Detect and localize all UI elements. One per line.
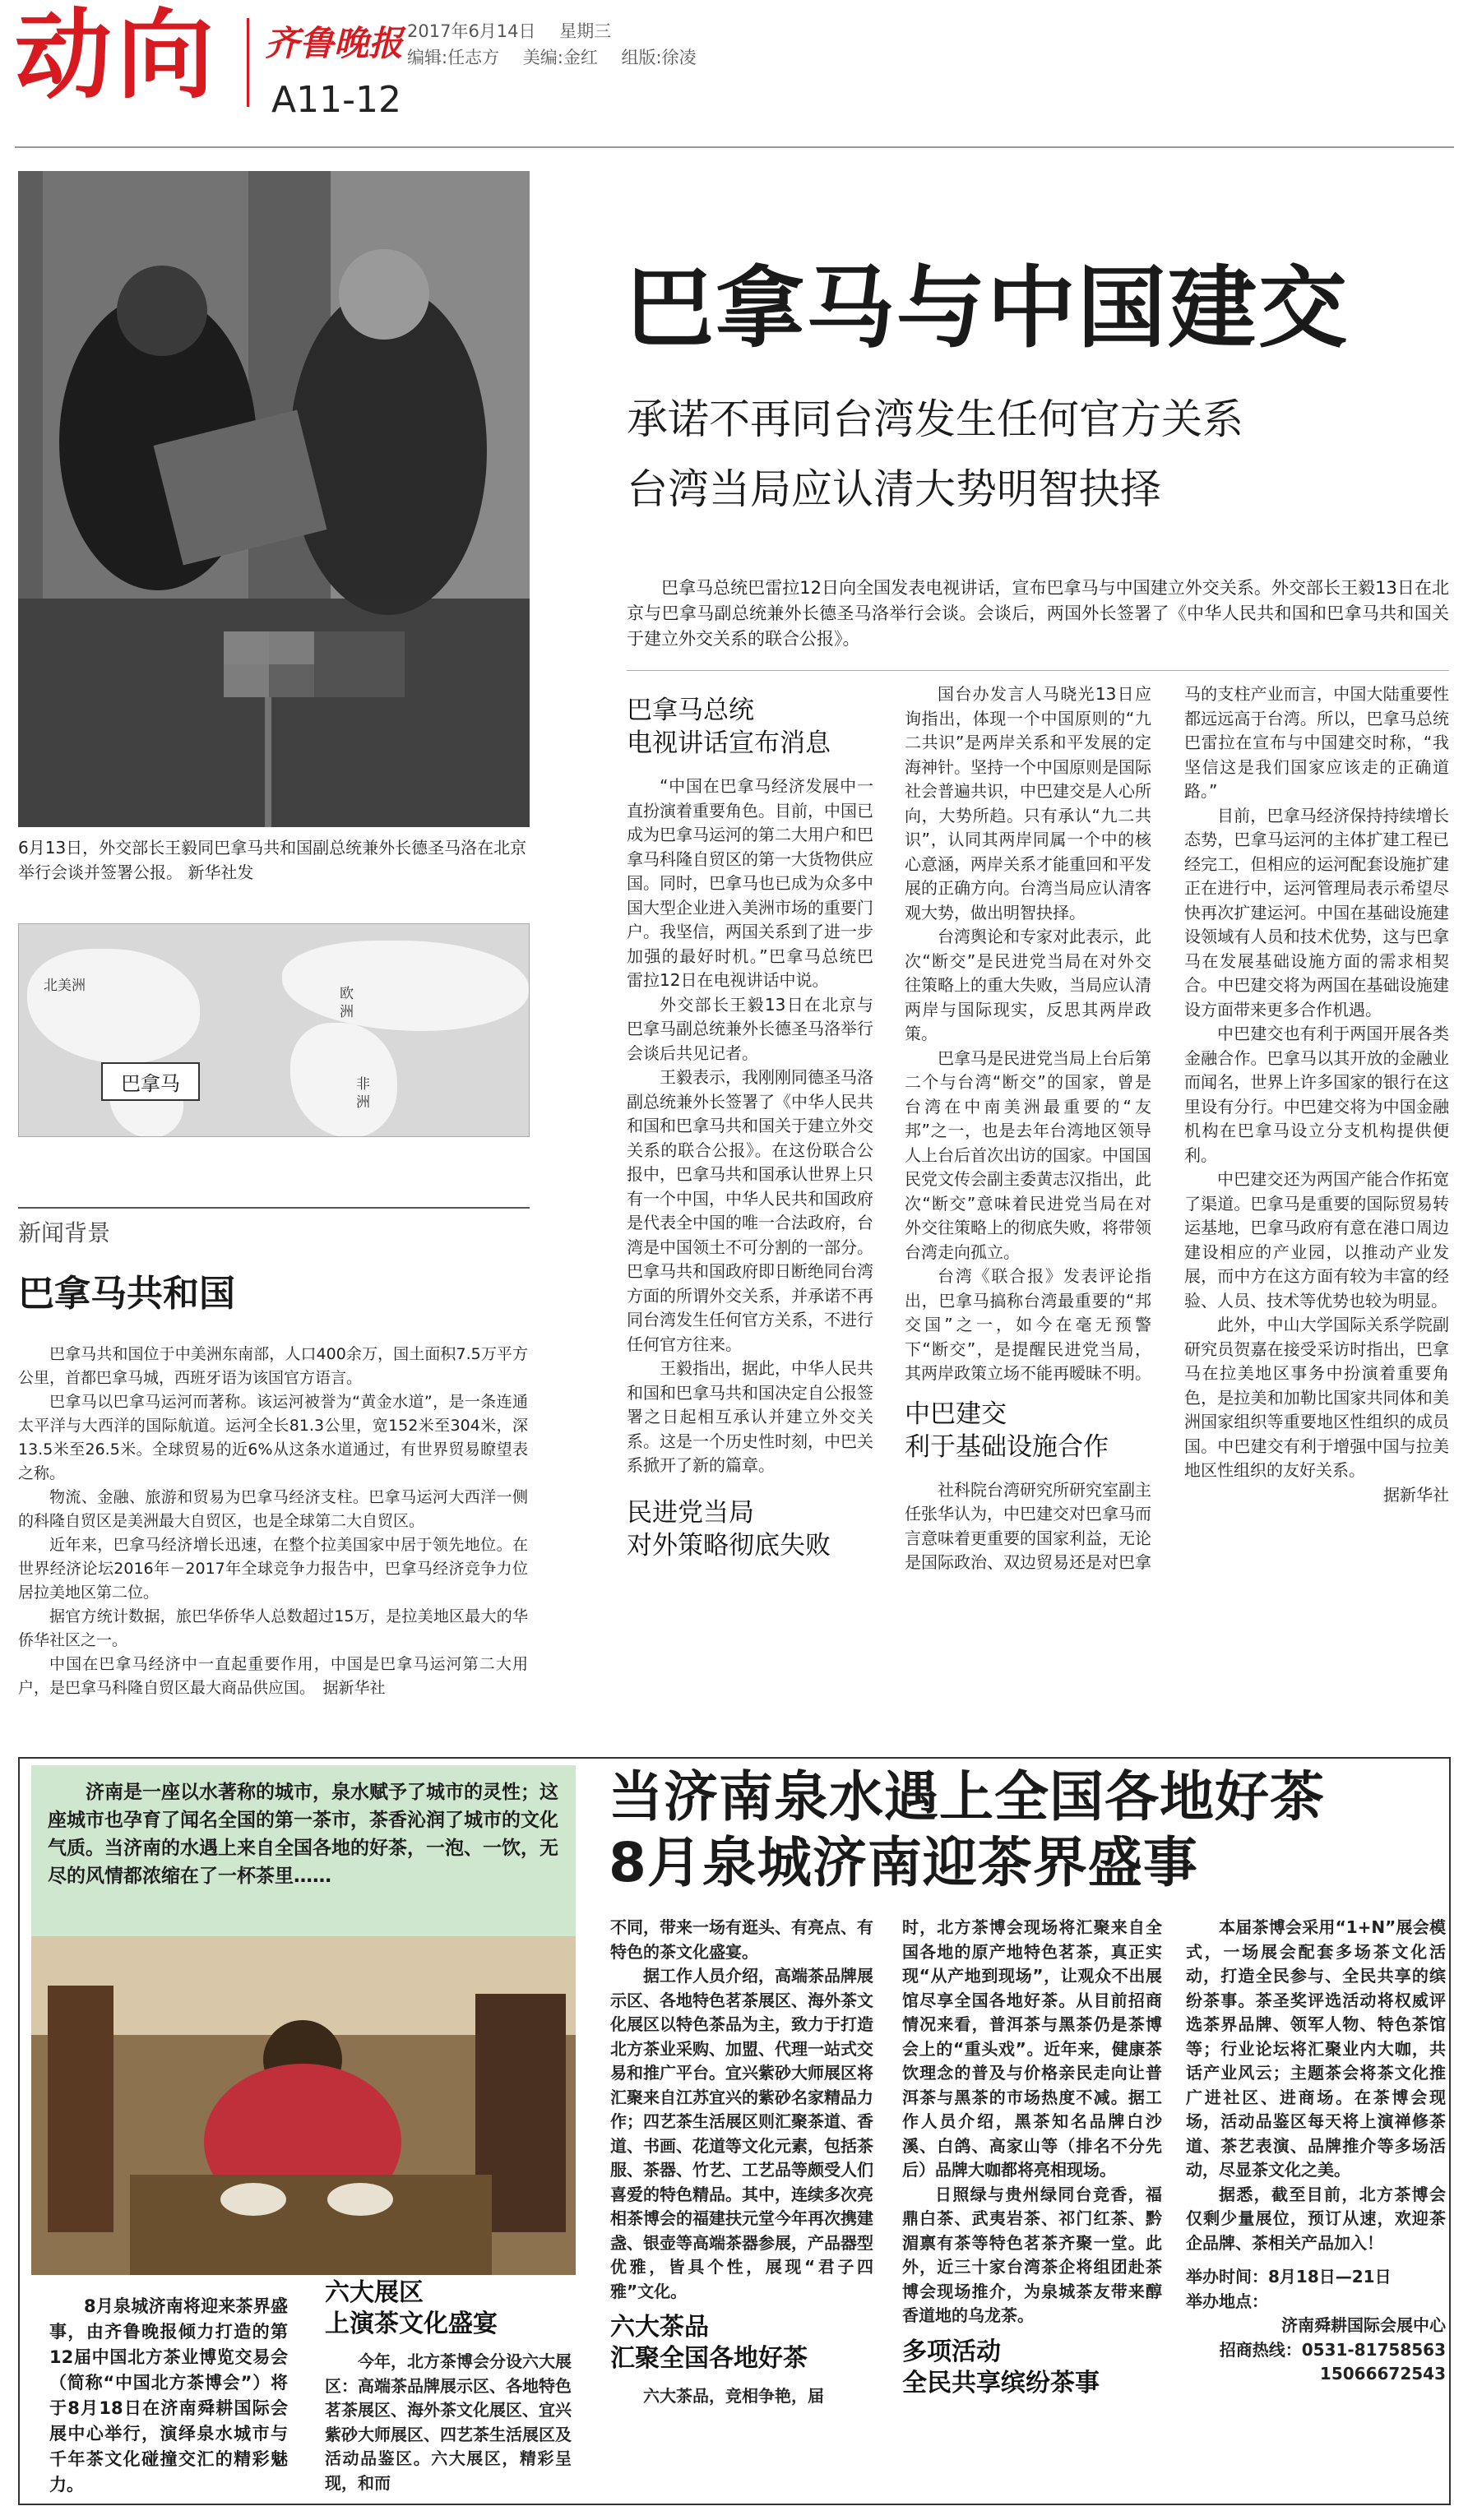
tea-summary: 8月泉城济南将迎来茶界盛事，由齐鲁晚报倾力打造的第12届中国北方茶业博览交易会（简称“中国北方茶博会”）将于8月18日在济南舜耕国际会展中心举行，演绎泉水城市与千年茶文化碰撞交汇的精彩魅力。 <box>49 2296 288 2495</box>
article-column-2 <box>905 682 1151 1575</box>
map-label-africa-1: 非 <box>356 1076 370 1093</box>
tea-column-a <box>325 2269 572 2495</box>
article-paragraph: 王毅指出，据此，中华人民共和国和巴拿马共和国决定自公报签署之日起相互承认并建立外交关系。这是一个历史性时刻，中巴关系掀开了新的篇章。 <box>627 1358 873 1475</box>
tea-photo-illustration <box>31 1936 576 2275</box>
background-paragraph: 巴拿马以巴拿马运河而著称。该运河被誉为“黄金水道”，是一条连通太平洋与大西洋的国际航道。运河全长81.3公里，宽152米至304米，深13.5米至26.5米。全球贸易的近6%从这条水道通过，有世界贸易瞭望表之称。 <box>18 1393 528 1482</box>
tea-hotline: 招商热线：0531-81758563 <box>1219 2339 1446 2360</box>
background-body <box>18 1343 528 1700</box>
background-paragraph-text: 中国在巴拿马经济中一直起重要作用，中国是巴拿马运河第二大用户，是巴拿马科隆自贸区最大商品供应国。 <box>18 1655 528 1697</box>
map-label-africa-2: 洲 <box>356 1094 370 1111</box>
tea-mobile: 15066672543 <box>1319 2364 1446 2384</box>
article-lead: 巴拿马总统巴雷拉12日向全国发表电视讲话，宣布巴拿马与中国建立外交关系。外交部长王毅13日在北京与巴拿马副总统兼外长德圣马洛举行会谈。会谈后，两国外长签署了《中华人民共和国和巴拿马共和国关于建立外交关系的联合公报》。 <box>627 578 1449 649</box>
tea-intro: 济南是一座以水著称的城市，泉水赋予了城市的灵性；这座城市也孕育了闻名全国的第一茶市，茶香沁润了城市的文化气质。当济南的水遇上来自全国各地的好茶，一泡、一饮，无尽的风情都浓缩在了一杯茶里…… <box>31 1765 576 1936</box>
article-paragraph: 社科院台湾研究所研究室副主任张华认为，中巴建交对巴拿马而言意味着更重要的国家利益，无论是国际政治、双边贸易还是对巴拿 <box>905 1479 1151 1572</box>
issue-date: 2017年6月14日 <box>407 21 536 41</box>
issue-weekday: 星期三 <box>559 21 612 41</box>
page-number: A11-12 <box>271 79 401 121</box>
background-paragraph: 物流、金融、旅游和贸易为巴拿马经济支柱。巴拿马运河大西洋一侧的科隆自贸区是美洲最大自贸区，也是全球第二大自贸区。 <box>18 1488 528 1530</box>
tea-column-c-heading: 多项活动 全民共享缤纷茶事 <box>902 2337 1100 2397</box>
tea-column-b-heading: 六大茶品 汇聚全国各地好茶 <box>610 2313 808 2373</box>
article-paragraph: 国台办发言人马晓光13日应询指出，体现一个中国原则的“九二共识”是两岸关系和平发展的定海神针。坚持一个中国原则是国际社会普遍共识，中巴建交是人心所向，大势所趋。只有承认“九二共识”，认同其两岸同属一个中的核心意涵，两岸关系才能重回和平发展的正确方向。台湾当局应认清客观大势，做出明智抉择。 <box>905 684 1151 922</box>
map-land-north-america <box>27 949 200 1064</box>
map-label-north-america: 北美洲 <box>44 978 86 994</box>
tea-event-place-label: 举办地点： <box>1186 2291 1268 2311</box>
tea-headline-1: 当济南泉水遇上全国各地好茶 <box>609 1765 1325 1829</box>
background-paragraph: 据官方统计数据，旅巴华侨华人总数超过15万，是拉美地区最大的华侨华社区之一。 <box>18 1607 528 1649</box>
map-highlight-panama: 巴拿马 <box>101 1062 200 1101</box>
tea-paragraph: 据工作人员介绍，高端茶品牌展示区、各地特色茗茶展区、海外茶文化展区以特色茶品为主，致力于打造北方茶业采购、加盟、代理一站式交易和推广平台。宜兴紫砂大师展区将汇聚来自江苏宜兴的紫砂名家精品力作；四艺茶生活展区则汇聚茶道、香道、书画、花道等文化元素，包括茶服、茶器、竹艺、工艺品等颇受人们喜爱的特色精品。其中，连续多次亮相茶博会的福建扶元堂今年再次携建盏、银壶等高端茶器参展，产品器型优雅，皆具个性，展现“君子四雅”文化。 <box>610 1966 873 2301</box>
editor: 编辑:任志方 <box>407 48 500 67</box>
tea-paragraph: 不同，带来一场有逛头、有亮点、有特色的茶文化盛宴。 <box>610 1917 873 1962</box>
tea-paragraph: 时，北方茶博会现场将汇聚来自全国各地的原产地特色茗茶，真正实现“从产地到现场”，让观众不出展馆尽享全国各地好茶。从目前招商情况来看，普洱茶与黑茶仍是茶博会上的“重头戏”。近年来，健康茶饮理念的普及与价格亲民走向让普洱茶与黑茶的市场热度不减。据工作人员介绍，黑茶知名品牌白沙溪、白鸽、高家山等（排名不分先后）品牌大咖都将亮相现场。 <box>902 1917 1162 2180</box>
article-column-1 <box>627 682 873 1577</box>
section-title: 动向 <box>15 0 220 112</box>
masthead-rule <box>15 146 1454 148</box>
article-paragraph: 马的支柱产业而言，中国大陆重要性都远远高于台湾。所以，巴拿马总统巴雷拉在宣布与中国建交时称，“我坚信这是我们国家应该走的正确道路。” <box>1184 684 1449 801</box>
background-credit: 据新华社 <box>322 1679 386 1697</box>
article-paragraph: 巴拿马是民进党当局上台后第二个与台湾“断交”的国家，曾是台湾在中南美洲最重要的“友邦”之一，也是去年台湾地区领导人上台后首次出访的国家。中国国民党文传会副主委黄志汉指出，此次“断交”意味着民进党当局在对外交往策略上的彻底失败，将带领台湾走向孤立。 <box>905 1047 1151 1262</box>
column-1-heading: 巴拿马总统 电视讲话宣布消息 <box>627 696 831 758</box>
tea-contact <box>1186 2265 1446 2387</box>
world-map <box>18 923 530 1137</box>
tea-paragraph: 六大茶品，竞相争艳，届 <box>643 2386 824 2406</box>
tea-column-a-heading: 六大展区 上演茶文化盛宴 <box>325 2278 498 2338</box>
article-paragraph: 台湾舆论和专家对此表示，此次“断交”是民进党当局在对外交往策略上的重大失败，当局应认清两岸与国际现实，反思其两岸政策。 <box>905 927 1151 1043</box>
article-column-3 <box>1184 682 1449 1507</box>
map-land-eurasia <box>282 941 529 1031</box>
background-paragraph: 近年来，巴拿马经济增长迅速，在整个拉美国家中居于领先地位。在世界经济论坛2016年－2017年全球竞争力报告中，巴拿马经济竞争力位居拉美地区第二位。 <box>18 1536 528 1602</box>
tea-event-time: 举办时间：8月18日—21日 <box>1186 2267 1392 2286</box>
map-label-europe-2: 洲 <box>340 1004 354 1020</box>
masthead-meta <box>407 18 715 71</box>
paper-name-logo: 齐鲁晚报 <box>265 23 404 63</box>
tea-headline-2: 8月泉城济南迎茶界盛事 <box>609 1831 1198 1894</box>
article-paragraph: 台湾《联合报》发表评论指出，巴拿马搞称台湾最重要的“邦交国”之一，如今在毫无预警下“断交”，是提醒民进党当局，其两岸政策立场不能再暧昧不明。 <box>905 1266 1151 1383</box>
article-paragraph: 此外，中山大学国际关系学院副研究员贺嘉在接受采访时指出，巴拿马在拉美地区事务中扮演着重要角色，是拉美和加勒比国家共同体和美洲国家组织等重要地区性组织的成员国。中巴建交有利于增强中国与拉美地区性组织的友好关系。 <box>1184 1315 1449 1480</box>
article-subhead-1: 承诺不再同台湾发生任何官方关系 <box>627 395 1243 443</box>
masthead-divider <box>247 18 249 107</box>
tea-paragraph: 据悉，截至目前，北方茶博会仅剩少量展位，预订从速，欢迎茶企品牌、茶相关产品加入！ <box>1186 2184 1446 2253</box>
article-paragraph: 外交部长王毅13日在北京与巴拿马副总统兼外长德圣马洛举行会谈后共见记者。 <box>627 994 873 1063</box>
article-headline: 巴拿马与中国建交 <box>625 257 1350 360</box>
diplomats-photo <box>18 171 530 827</box>
tea-event-place: 济南舜耕国际会展中心 <box>1281 2315 1446 2335</box>
background-paragraph <box>18 1653 528 1700</box>
article-paragraph: 中巴建交也有利于两国开展各类金融合作。巴拿马以其开放的金融业而闻名，世界上许多国家的银行在这里设有分行。中巴建交将为中国金融机构在巴拿马设立分支机构提供便利。 <box>1184 1024 1449 1165</box>
map-label-europe-1: 欧 <box>340 986 354 1002</box>
column-1-heading-2: 民进党当局 对外策略彻底失败 <box>627 1497 831 1561</box>
article-paragraph: 王毅表示，我刚刚同德圣马洛副总统兼外长签署了《中华人民共和国和巴拿马共和国关于建立外交关系的联合公报》。在这份联合公报中，巴拿马共和国承认世界上只有一个中国，中华人民共和国政府是代表全中国的唯一合法政府，台湾是中国领土不可分割的一部分。巴拿马共和国政府即日断绝同台湾方面的所谓外交关系，并承诺不再同台湾发生任何官方关系，不进行任何官方往来。 <box>627 1067 873 1354</box>
background-title: 巴拿马共和国 <box>18 1273 235 1315</box>
map-land-africa <box>290 1023 397 1137</box>
designer: 美编:金红 <box>522 48 598 67</box>
article-paragraph: 中巴建交还为两国产能合作拓宽了渠道。巴拿马是重要的国际贸易转运基地，巴拿马政府有意在港口周边建设相应的产业园，以推动产业发展，而中方在这方面有较为丰富的经验、人员、技术等优势也较为明显。 <box>1184 1169 1449 1311</box>
lead-divider <box>627 670 1449 671</box>
article-subhead-2: 台湾当局应认清大势明智抉择 <box>627 465 1161 513</box>
tea-column-b <box>610 1916 873 2409</box>
photo-caption: 6月13日，外交部长王毅同巴拿马共和国副总统兼外长德圣马洛在北京举行会谈并签署公报。 新华社发 <box>18 838 527 882</box>
background-paragraph: 巴拿马共和国位于中美洲东南部，人口400余万，国土面积7.5万平方公里，首都巴拿马城，西班牙语为该国官方语言。 <box>18 1345 528 1387</box>
tea-photo <box>31 1936 576 2275</box>
background-tag: 新闻背景 <box>18 1207 530 1248</box>
tea-column-d <box>1186 1916 1446 2387</box>
tea-column-c <box>902 1916 1162 2409</box>
article-paragraph: 目前，巴拿马经济保持持续增长态势，巴拿马运河的主体扩建工程已经完工，但相应的运河配套设施扩建正在进行中，运河管理局表示希望尽快再次扩建运河。中国在基础设施建设领域有人员和技术优势，这与巴拿马在发展基础设施方面的需求相契合。中巴建交将为两国在基础设施建设方面带来更多合作机遇。 <box>1184 805 1449 1020</box>
article-credit: 据新华社 <box>1383 1484 1449 1505</box>
proofreader: 组版:徐凌 <box>621 48 697 67</box>
tea-paragraph: 今年，北方茶博会分设六大展区：高端茶品牌展示区、各地特色茗茶展区、海外茶文化展区、宜兴紫砂大师展区、四艺茶生活展区及活动品鉴区。六大展区，精彩呈现，和而 <box>325 2351 572 2493</box>
tea-paragraph: 日照绿与贵州绿同台竞香，福鼎白茶、武夷岩茶、祁门红茶、黔湄禀有茶等特色茗茶齐聚一堂。此外，近三十家台湾茶企将组团赴茶博会现场推介，为泉城茶友带来醇香道地的乌龙茶。 <box>902 2184 1162 2325</box>
photo-illustration <box>18 171 530 827</box>
tea-paragraph: 本届茶博会采用“1+N”展会模式，一场展会配套多场茶文化活动，打造全民参与、全民共享的缤纷茶事。茶圣奖评选活动将权威评选茶界品牌、领军人物、特色茶馆等；行业论坛将汇聚业内大咖，共话产业风云；主题茶会将茶文化推广进社区、进商场。在茶博会现场，活动品鉴区每天将上演禅修茶道、茶艺表演、品牌推介等多场活动，尽显茶文化之美。 <box>1186 1917 1446 2180</box>
article-paragraph: “中国在巴拿马经济发展中一直扮演着重要角色。目前，中国已成为巴拿马运河的第二大用户和巴拿马科隆自贸区的第一大货物供应国。同时，巴拿马也已成为众多中国大型企业进入美洲市场的重要门户。我坚信，两国关系到了进一步加强的最好时机。”巴拿马总统巴雷拉12日在电视讲话中说。 <box>627 776 873 990</box>
column-2-heading: 中巴建交 利于基础设施合作 <box>905 1399 1109 1462</box>
